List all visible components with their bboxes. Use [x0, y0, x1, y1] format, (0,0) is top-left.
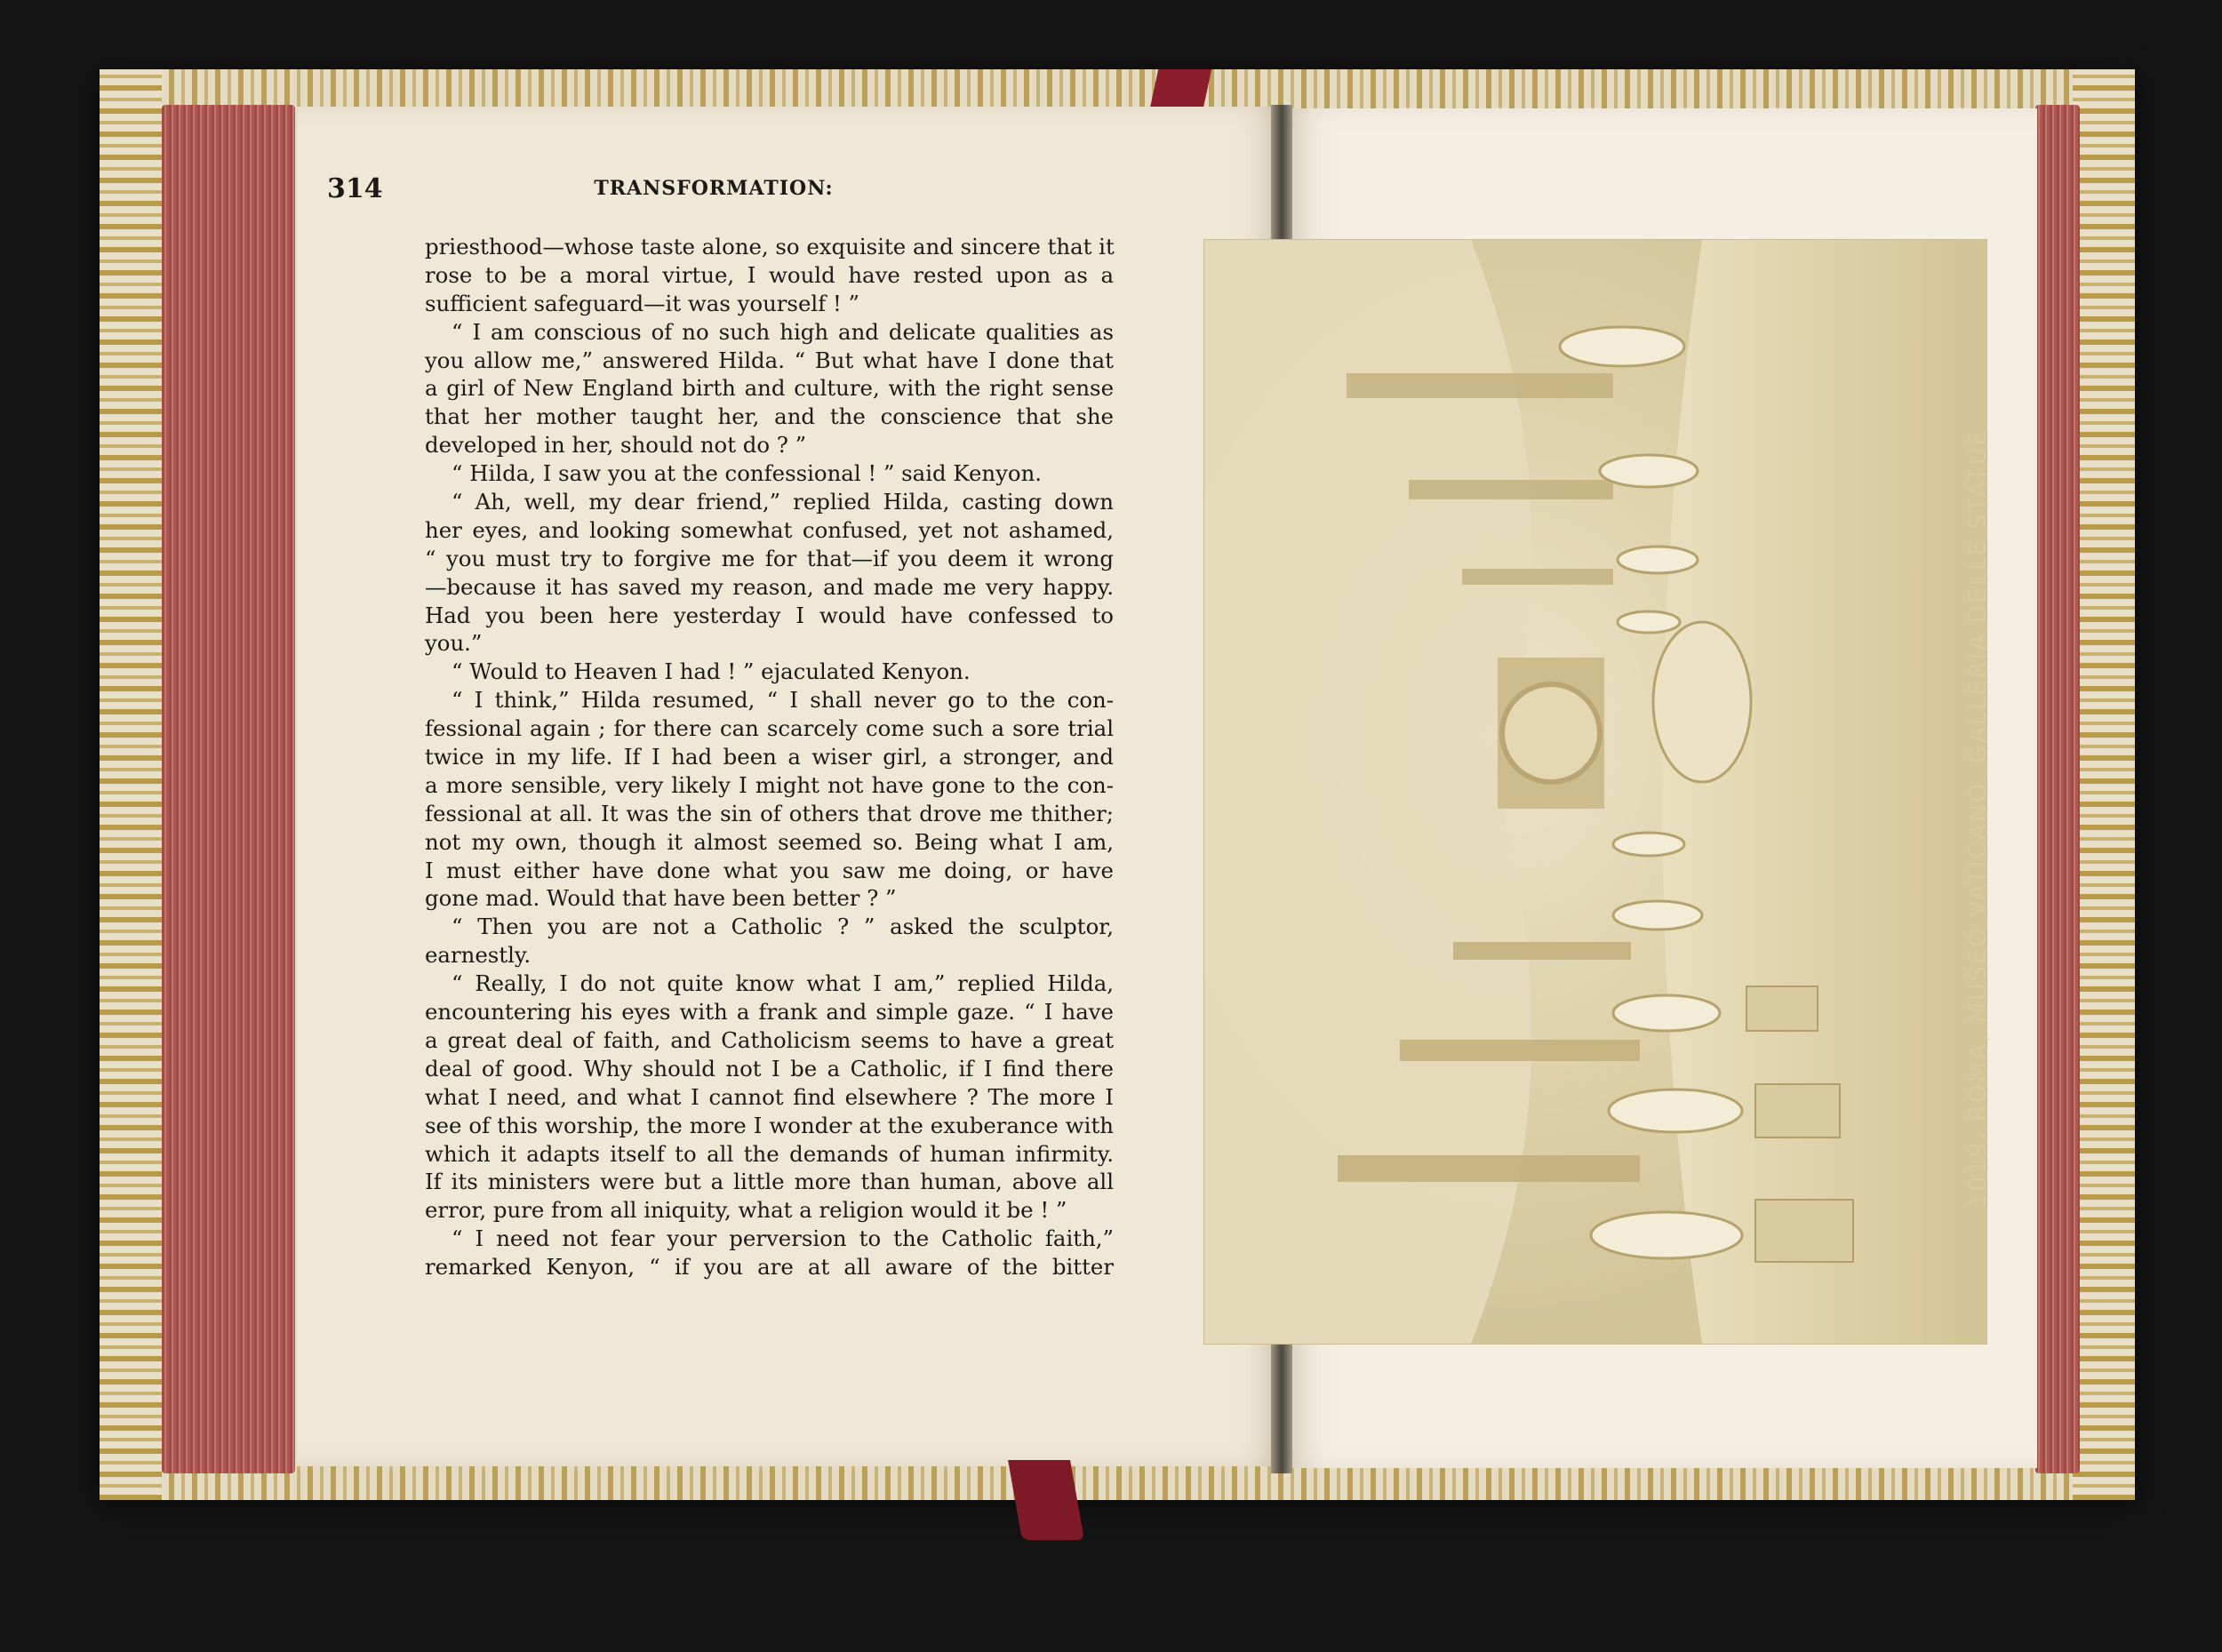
text-line: “ Ah, well, my dear friend,” replied Hilda, casting down: [452, 489, 1114, 515]
gilt-border-right: [2073, 69, 2135, 1500]
text-line: If its ministers were but a little more than human, above all: [425, 1169, 1114, 1195]
page-edges-left: [162, 105, 295, 1473]
text-line: “ you must try to forgive me for that—if you deem it wrong: [425, 545, 1114, 571]
text-line: you allow me,” answered Hilda. “ But what have I done that: [425, 347, 1114, 373]
page-number: 314: [327, 173, 383, 204]
text-line: a great deal of faith, and Catholicism seems to have a great: [425, 1026, 1114, 1053]
text-line: I must either have done what you saw me doing, or have: [425, 857, 1114, 883]
text-line: “ Then you are not a Catholic ? ” asked the sculptor,: [452, 914, 1114, 940]
photo-caption: 1019. ROMA, MUSEO VATICANO. GALLERIA DELLE STATUE: [1964, 428, 1992, 1209]
text-line: “ Hilda, I saw you at the confessional ! ” said Kenyon.: [452, 460, 1043, 487]
text-line: Had you been here yesterday I would have confessed to: [425, 602, 1114, 628]
text-line: you.”: [425, 630, 483, 657]
text-line: sufficient safeguard—it was yourself ! ”: [425, 290, 859, 316]
text-line: that her mother taught her, and the conscience that she: [425, 403, 1114, 430]
gallery-photo-illustration: [1204, 240, 1986, 1344]
text-line: her eyes, and looking somewhat confused, yet not ashamed,: [425, 516, 1114, 543]
text-line: a girl of New England birth and culture, with the right sense: [425, 375, 1114, 402]
text-line: earnestly.: [425, 942, 532, 969]
text-line: fessional at all. It was the sin of others that drove me thither;: [425, 800, 1114, 826]
text-line: fessional again ; for there can scarcely come such a sore trial: [425, 715, 1114, 742]
text-line: what I need, and what I cannot find elsewhere ? The more I: [425, 1083, 1114, 1110]
text-line: “ Would to Heaven I had ! ” ejaculated Kenyon.: [452, 658, 971, 685]
page-edges-right: [2035, 105, 2080, 1473]
text-line: “ I need not fear your perversion to the Catholic faith,”: [452, 1225, 1114, 1252]
text-line: which it adapts itself to all the demands of human infirmity.: [425, 1140, 1114, 1167]
text-line: see of this worship, the more I wonder at the exuberance with: [425, 1112, 1114, 1138]
text-line: —because it has saved my reason, and made me very happy.: [425, 573, 1114, 600]
mounted-photograph: [1204, 240, 1986, 1344]
gilt-border-left: [100, 69, 162, 1500]
text-line: “ Really, I do not quite know what I am,” replied Hilda,: [452, 970, 1114, 997]
text-line: a more sensible, very likely I might not have gone to the con-: [425, 771, 1114, 798]
text-line: priesthood—whose taste alone, so exquisite and sincere that it: [425, 234, 1115, 259]
page-header: [327, 173, 1100, 218]
text-line: “ I think,” Hilda resumed, “ I shall never go to the con-: [452, 687, 1114, 714]
text-line: developed in her, should not do ? ”: [425, 432, 807, 459]
body-text: [425, 233, 1114, 1281]
text-line: not my own, though it almost seemed so. Being what I am,: [425, 828, 1114, 855]
text-line: rose to be a moral virtue, I would have rested upon as a: [425, 261, 1114, 288]
text-line: remarked Kenyon, “ if you are at all aware of the bitter: [425, 1254, 1114, 1281]
text-line: “ I am conscious of no such high and delicate qualities as: [452, 318, 1114, 345]
text-line: gone mad. Would that have been better ? ”: [425, 885, 897, 912]
text-line: twice in my life. If I had been a wiser girl, a stronger, and: [425, 744, 1114, 770]
text-line: encountering his eyes with a frank and simple gaze. “ I have: [425, 999, 1114, 1026]
text-line: deal of good. Why should not I be a Catholic, if I find there: [425, 1055, 1114, 1081]
running-head: TRANSFORMATION:: [594, 177, 834, 200]
text-line: error, pure from all iniquity, what a religion would it be ! ”: [425, 1197, 1067, 1224]
